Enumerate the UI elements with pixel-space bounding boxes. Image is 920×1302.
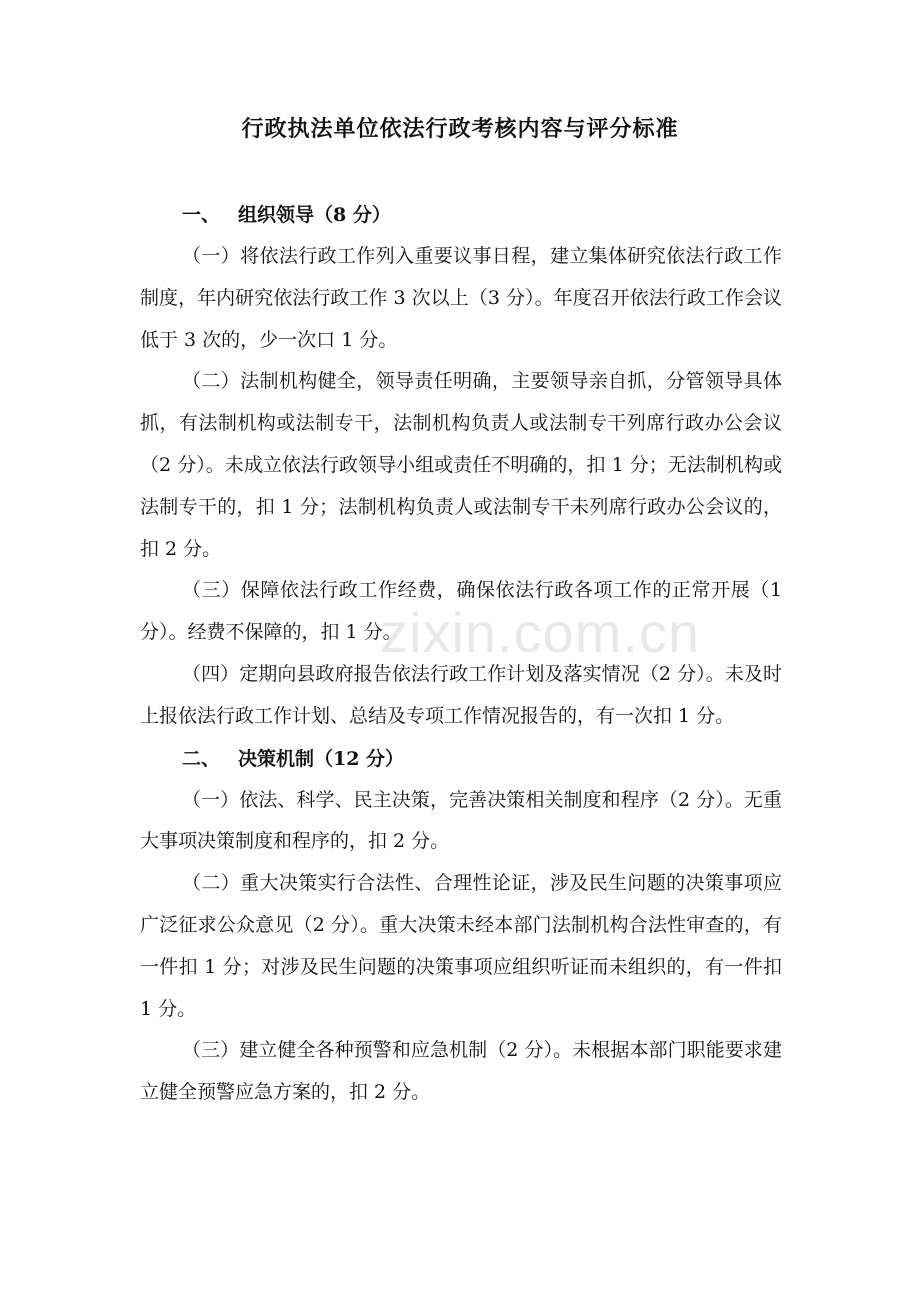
paragraph: （一）将依法行政工作列入重要议事日程，建立集体研究依法行政工作制度，年内研究依法行政工作 3 次以上（3 分）。年度召开依法行政工作会议低于 3 次的，少一次口 1 分。: [140, 245, 782, 351]
watermark: zixin.com.cn: [380, 601, 701, 664]
section-number: 一、: [182, 204, 221, 226]
document-title: 行政执法单位依法行政考核内容与评分标准: [241, 116, 679, 142]
paragraph: （二）法制机构健全，领导责任明确，主要领导亲自抓，分管领导具体抓，有法制机构或法制专干，法制机构负责人或法制专干列席行政办公会议（2 分）。未成立依法行政领导小组或责任不明确的，扣 1 分；无法制机构或法制专干的，扣 1 分；法制机构负责人或法制专干未列席行政办公会议的，扣 2 分。: [140, 370, 782, 560]
section-title: 决策机制（12 分）: [238, 747, 405, 770]
paragraph: （四）定期向县政府报告依法行政工作计划及落实情况（2 分）。未及时上报依法行政工作计划、总结及专项工作情况报告的，有一次扣 1 分。: [140, 662, 782, 727]
paragraph: （三）建立健全各种预警和应急机制（2 分）。未根据本部门职能要求建立健全预警应急方案的，扣 2 分。: [140, 1039, 782, 1104]
document-body: [140, 196, 782, 1114]
section-heading: [140, 740, 782, 778]
paragraph: （三）保障依法行政工作经费，确保依法行政各项工作的正常开展（1 分）。经费不保障的，扣 1 分。: [140, 579, 782, 644]
section-title: 组织领导（8 分）: [238, 204, 391, 226]
section-number: 二、: [182, 747, 221, 770]
paragraph: （二）重大决策实行合法性、合理性论证，涉及民生问题的决策事项应广泛征求公众意见（2 分）。重大决策未经本部门法制机构合法性审查的，有一件扣 1 分；对涉及民生问题的决策事项应组织听证而未组织的，有一件扣 1 分。: [140, 872, 782, 1020]
section-heading: [140, 196, 782, 234]
paragraph: （一）依法、科学、民主决策，完善决策相关制度和程序（2 分）。无重大事项决策制度和程序的，扣 2 分。: [140, 788, 782, 853]
